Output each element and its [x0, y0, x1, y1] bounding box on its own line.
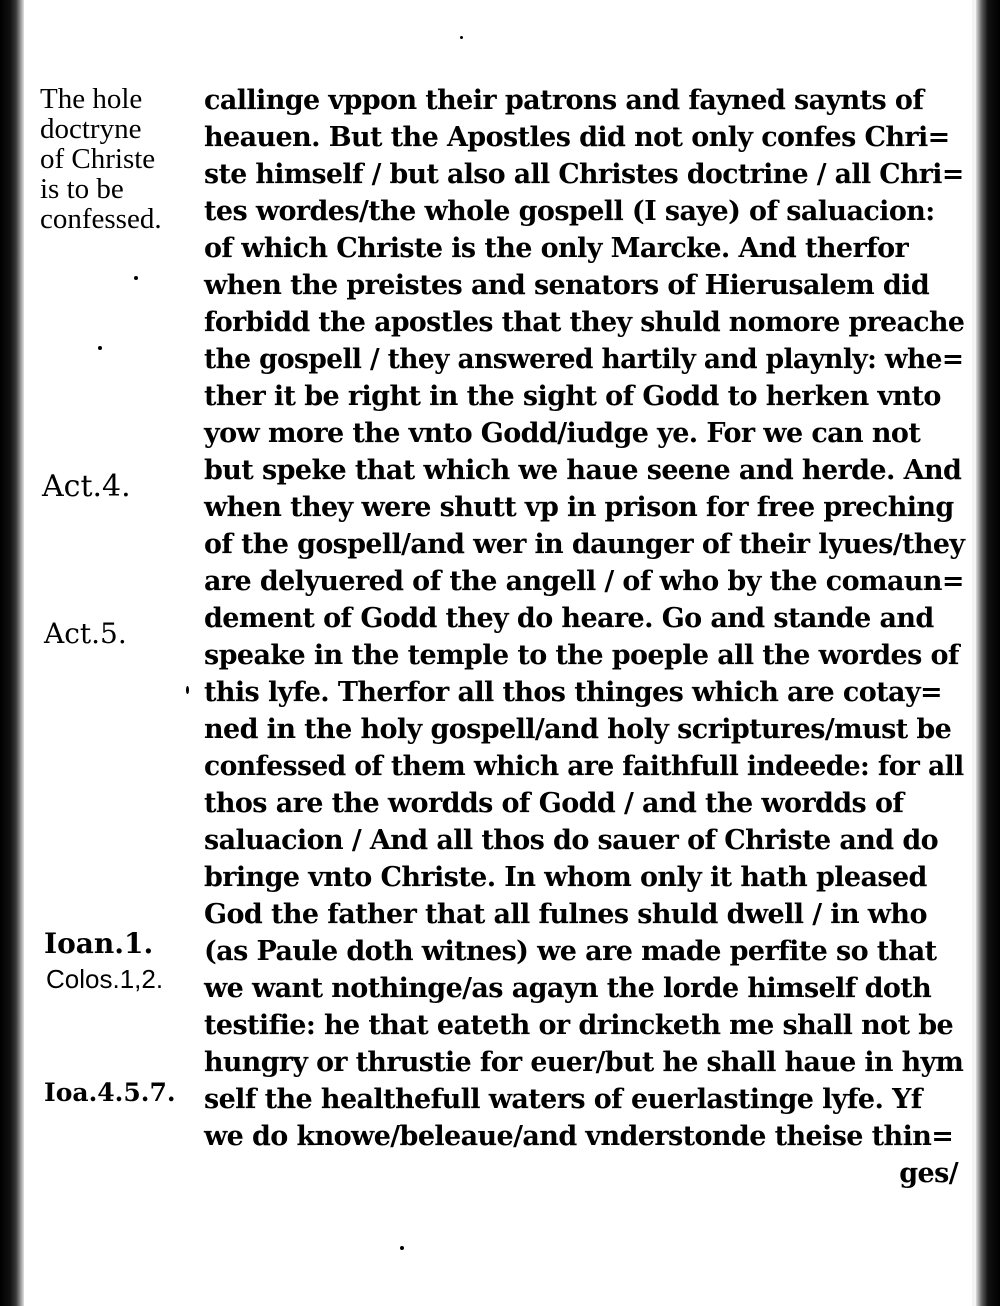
- ink-speck: [98, 346, 102, 350]
- text-line: we want nothinge/as agayn the lorde himself doth: [204, 973, 932, 1004]
- gloss-line: doctryne: [40, 113, 142, 145]
- text-line: when they were shutt vp in prison for free preching: [204, 492, 954, 523]
- margin-ref-act-5: Act.5.: [44, 617, 127, 650]
- text-line: saluacion / And all thos do sauer of Christe and do: [204, 825, 939, 856]
- left-binding-edge: [0, 0, 24, 1306]
- ink-speck: [186, 686, 189, 694]
- ink-speck: [134, 276, 138, 280]
- margin-ref-ioa: Ioa.4.5.7.: [44, 1078, 176, 1107]
- margin-ref-act-4: Act.4.: [42, 469, 131, 504]
- text-line: dement of Godd they do heare. Go and stande and: [204, 603, 934, 634]
- margin-ref-colos: Colos.1,2.: [46, 964, 164, 994]
- text-line: tes wordes/the whole gospell (I saye) of saluacion:: [204, 196, 935, 227]
- text-line: this lyfe. Therfor all thos thinges which are cotay=: [204, 677, 943, 708]
- text-line: God the father that all fulnes shuld dwell / in who: [204, 899, 927, 930]
- text-line: the gospell / they answered hartily and playnly: whe=: [204, 344, 964, 375]
- text-line: ther it be right in the sight of Godd to herken vnto: [204, 381, 941, 412]
- text-line: testifie: he that eateth or drincketh me shall not be: [204, 1010, 954, 1041]
- text-line: speake in the temple to the poeple all the wordes of: [204, 640, 959, 671]
- text-line: callinge vppon their patrons and fayned saynts of: [204, 85, 924, 116]
- text-line: of which Christe is the only Marcke. And therfor: [204, 233, 909, 264]
- text-line: are delyuered of the angell / of who by the comaun=: [204, 566, 964, 597]
- text-line: ned in the holy gospell/and holy scriptures/must be: [204, 714, 952, 745]
- text-line: we do knowe/beleaue/and vnderstonde theise thin=: [204, 1121, 954, 1152]
- text-line: when the preistes and senators of Hierusalem did: [204, 270, 930, 301]
- text-line: hungry or thrustie for euer/but he shall haue in hym: [204, 1047, 964, 1078]
- text-line: (as Paule doth witnes) we are made perfite so that: [204, 936, 937, 967]
- margin-gloss: [40, 84, 200, 234]
- text-line: of the gospell/and wer in daunger of their lyues/they: [204, 529, 965, 560]
- gloss-line: The hole: [40, 83, 143, 115]
- text-line: ste himself / but also all Christes doctrine / all Chri=: [204, 159, 964, 190]
- right-binding-edge: [976, 0, 1000, 1306]
- catchword: ges/: [899, 1158, 958, 1189]
- ink-speck: [460, 36, 463, 39]
- text-line: bringe vnto Christe. In whom only it hath pleased: [204, 862, 927, 893]
- gloss-line: is to be: [40, 173, 124, 205]
- text-line: yow more the vnto Godd/iudge ye. For we can not: [204, 418, 921, 449]
- text-line: but speke that which we haue seene and herde. And: [204, 455, 962, 486]
- ink-speck: [400, 1246, 404, 1250]
- text-line: forbidd the apostles that they shuld nomore preache: [204, 307, 965, 338]
- text-line: self the healthefull waters of euerlastinge lyfe. Yf: [204, 1084, 922, 1115]
- text-line: confessed of them which are faithfull indeede: for all: [204, 751, 964, 782]
- gloss-line: confessed.: [40, 203, 162, 235]
- text-line: heauen. But the Apostles did not only confes Chri=: [204, 122, 950, 153]
- margin-ref-ioan: Ioan.1.: [44, 927, 154, 960]
- gloss-line: of Christe: [40, 143, 156, 175]
- body-text: [204, 82, 964, 1192]
- text-line: thos are the wordds of Godd / and the wordds of: [204, 788, 904, 819]
